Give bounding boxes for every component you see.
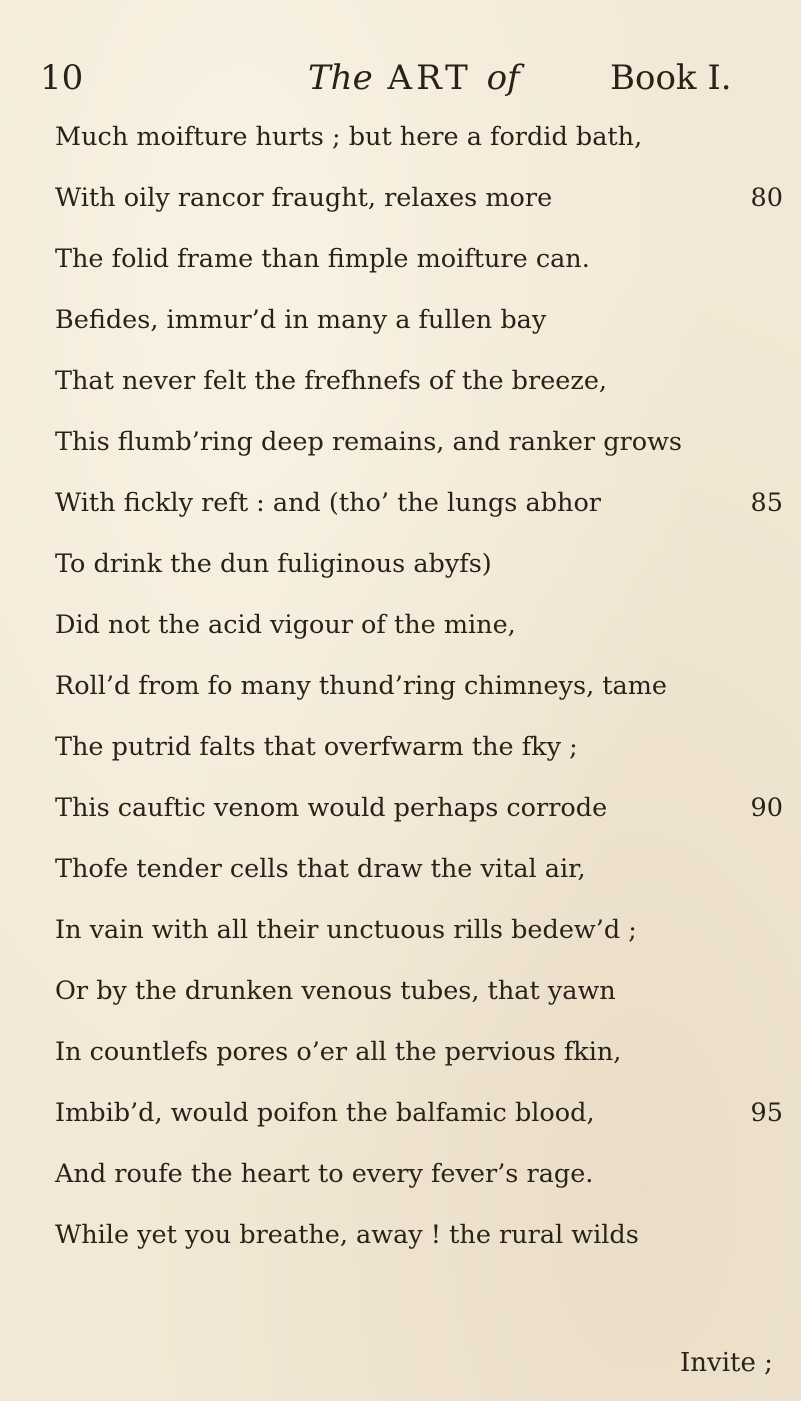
poem-line (55, 849, 795, 889)
title-main: ART (387, 58, 472, 98)
line-text: Thofe tender cells that draw the vital air, (55, 854, 586, 884)
line-text: In vain with all their unctuous rills bedew’d ; (55, 915, 637, 945)
line-text: To drink the dun fuliginous abyfs) (55, 549, 492, 579)
line-number: 85 (750, 488, 783, 518)
title-of: of (486, 58, 520, 98)
line-text: Or by the drunken venous tubes, that yawn (55, 976, 616, 1006)
book-label: Book I. (610, 58, 732, 98)
line-text: This cauftic venom would perhaps corrode (55, 793, 608, 823)
line-text: The putrid falts that overfwarm the fky ; (55, 732, 578, 762)
line-text: While yet you breathe, away ! the rural wilds (55, 1220, 639, 1250)
page-number: 10 (40, 58, 84, 98)
line-text: With fickly reft : and (tho’ the lungs abhor (55, 488, 601, 518)
poem-line (55, 1032, 795, 1072)
poem-line (55, 178, 795, 218)
line-text: Did not the acid vigour of the mine, (55, 610, 516, 640)
poem-line (55, 666, 795, 706)
poem-line (55, 1154, 795, 1194)
line-text: In countlefs pores o’er all the pervious fkin, (55, 1037, 622, 1067)
poem-line (55, 239, 795, 279)
line-text: With oily rancor fraught, relaxes more (55, 183, 553, 213)
line-text: That never felt the frefhnefs of the breeze, (55, 366, 608, 396)
poem-line (55, 117, 795, 157)
line-text: And roufe the heart to every fever’s rage. (55, 1159, 594, 1189)
poem-line (55, 300, 795, 340)
line-number: 90 (750, 793, 783, 823)
line-text: This flumb’ring deep remains, and ranker grows (55, 427, 682, 457)
line-text: The folid frame than fimple moifture can. (55, 244, 590, 274)
line-number: 80 (750, 183, 783, 213)
poem-line (55, 1093, 795, 1133)
poem-line (55, 544, 795, 584)
title-article: The (308, 58, 373, 98)
line-text: Roll’d from fo many thund’ring chimneys, tame (55, 671, 667, 701)
poem-line (55, 788, 795, 828)
poem-line (55, 483, 795, 523)
running-header (0, 58, 801, 108)
line-text: Befides, immur’d in many a fullen bay (55, 305, 547, 335)
catchword: Invite ; (680, 1348, 773, 1378)
poem-line (55, 727, 795, 767)
line-text: Imbib’d, would poifon the balfamic blood, (55, 1098, 595, 1128)
poem-line (55, 605, 795, 645)
poem-line (55, 422, 795, 462)
running-title (308, 58, 520, 98)
poem-line (55, 361, 795, 401)
poem-line (55, 971, 795, 1011)
poem-line (55, 1215, 795, 1255)
line-number: 95 (750, 1098, 783, 1128)
line-text: Much moifture hurts ; but here a fordid bath, (55, 122, 643, 152)
poem-line (55, 910, 795, 950)
